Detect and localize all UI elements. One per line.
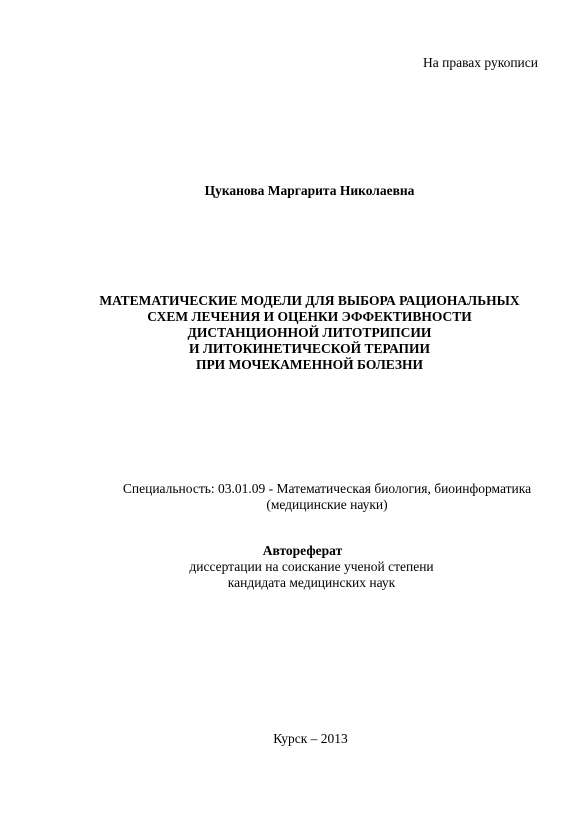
abstract-block	[0, 543, 579, 591]
specialty-field: (медицинские науки)	[266, 497, 388, 512]
title-line: СХЕМ ЛЕЧЕНИЯ И ОЦЕНКИ ЭФФЕКТИВНОСТИ	[147, 309, 472, 324]
abstract-purpose: диссертации на соискание ученой степени	[189, 559, 434, 574]
title-line: МАТЕМАТИЧЕСКИЕ МОДЕЛИ ДЛЯ ВЫБОРА РАЦИОНАЛЬНЫХ	[99, 293, 520, 308]
author-name: Цуканова Маргарита Николаевна	[204, 183, 415, 198]
place-year: Курск – 2013	[273, 731, 348, 746]
rights-note: На правах рукописи	[422, 55, 538, 70]
title-line: ПРИ МОЧЕКАМЕННОЙ БОЛЕЗНИ	[195, 357, 424, 372]
title-line: И ЛИТОКИНЕТИЧЕСКОЙ ТЕРАПИИ	[189, 341, 430, 356]
specialty-line: Специальность: 03.01.09 - Математическая биология, биоинформатика	[122, 481, 532, 496]
abstract-degree: кандидата медицинских наук	[227, 575, 396, 590]
dissertation-title	[0, 293, 579, 373]
specialty-block	[0, 481, 579, 513]
title-line: ДИСТАНЦИОННОЙ ЛИТОТРИПСИИ	[187, 325, 432, 340]
abstract-heading: Автореферат	[262, 543, 343, 558]
